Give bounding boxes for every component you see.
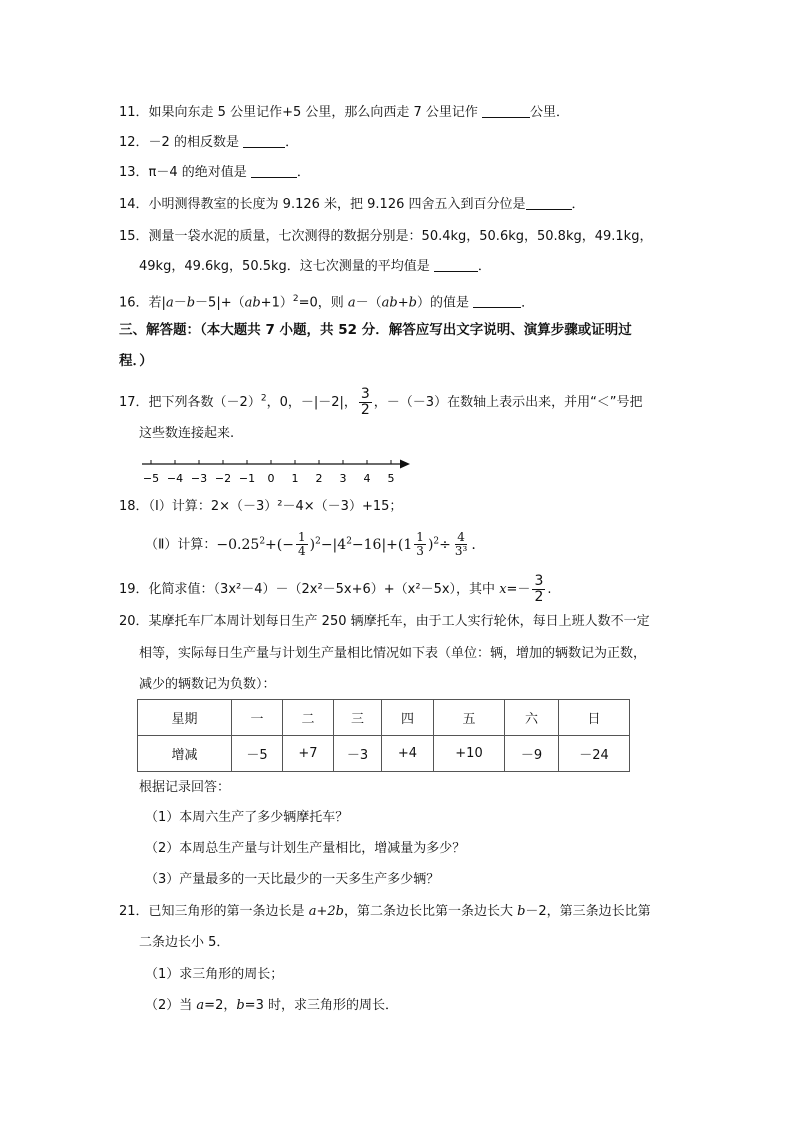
question-20-intro: 根据记录回答： bbox=[139, 780, 231, 795]
table-header-cell: 六 bbox=[505, 700, 559, 736]
number-line-tick-label: −2 bbox=[214, 472, 232, 485]
fraction-1-3: $\frac{1}{3}$ bbox=[416, 530, 424, 559]
question-20-line3: 减少的辆数记为负数）： bbox=[139, 677, 276, 692]
question-21-sub2: （2）当 a=2，b=3 时，求三角形的周长． bbox=[145, 998, 398, 1013]
question-18-part2: （Ⅱ）计算：$-0.25^2+(-$ $\frac{1}{4}$ )$^2-|4^2-16|+(1$ $\frac{1}{3}$ )$^2$÷ $\frac{4}{\text{3³}}$ . bbox=[145, 530, 476, 559]
table-header-cell: 五 bbox=[434, 700, 505, 736]
number-line-tick-label: 0 bbox=[267, 472, 275, 485]
section-3-heading-cont: 程．） bbox=[119, 353, 153, 369]
answer-blank bbox=[434, 257, 478, 272]
number-line-tick-label: −3 bbox=[190, 472, 208, 485]
production-table bbox=[137, 699, 630, 772]
number-line-tick-label: 5 bbox=[387, 472, 395, 485]
number-line-arrow bbox=[400, 460, 410, 469]
question-17-line2: 这些数连接起来. bbox=[139, 426, 235, 441]
question-13: 13．π－4 的绝对值是 ． bbox=[119, 165, 310, 180]
q13-text: 13．π－4 的绝对值是 bbox=[119, 165, 251, 180]
answer-blank bbox=[482, 103, 530, 118]
table-header-cell: 日 bbox=[559, 700, 630, 736]
number-line-tick-label: 3 bbox=[339, 472, 347, 485]
number-line bbox=[140, 455, 415, 487]
table-header-cell: 四 bbox=[382, 700, 434, 736]
question-11 bbox=[119, 103, 569, 123]
table-cell: －3 bbox=[334, 736, 382, 772]
q11-text-end: 公里． bbox=[530, 105, 570, 120]
q11-text: 11．如果向东走 5 公里记作+5 公里，那么向西走 7 公里记作 bbox=[119, 105, 483, 120]
question-15-line2: 49kg，49.6kg，50.5kg．这七次测量的平均值是 ． bbox=[139, 259, 491, 274]
table-header-cell: 一 bbox=[232, 700, 283, 736]
fraction-1-4: $\frac{1}{4}$ bbox=[297, 530, 306, 559]
table-cell: －9 bbox=[505, 736, 559, 772]
table-cell: +4 bbox=[382, 736, 434, 772]
table-header-cell: 二 bbox=[283, 700, 334, 736]
number-line-tick-label: −1 bbox=[238, 472, 256, 485]
table-row bbox=[138, 736, 630, 772]
table-row bbox=[138, 700, 630, 736]
question-21-line2: 二条边长小 5． bbox=[139, 935, 230, 950]
number-line-tick-label: 4 bbox=[363, 472, 371, 485]
question-15-line1: 15．测量一袋水泥的质量，七次测得的数据分别是：50.4kg，50.6kg，50.8kg，49.1kg， bbox=[119, 229, 653, 244]
question-20-sub1: （1）本周六生产了多少辆摩托车？ bbox=[145, 810, 349, 825]
question-21-sub1: （1）求三角形的周长； bbox=[145, 967, 284, 982]
number-line-tick-label: −5 bbox=[142, 472, 160, 485]
q14-text: 14．小明测得教室的长度为 9.126 米，把 9.126 四舍五入到百分位是 bbox=[119, 197, 526, 212]
table-cell: －5 bbox=[232, 736, 283, 772]
fraction-4-27: $\frac{4}{\text{3³}}$ bbox=[454, 530, 468, 559]
question-20-sub3: （3）产量最多的一天比最少的一天多生产多少辆？ bbox=[145, 872, 440, 887]
table-cell: －24 bbox=[559, 736, 630, 772]
question-16: 16．若$|a-b-5|+(ab+1)^2=0$，则 a－（ab+b）的值是 ． bbox=[119, 294, 535, 311]
question-18-part1: 18．（Ⅰ）计算：2×（－3）²－4×（－3）+15； bbox=[119, 499, 403, 514]
question-14: 14．小明测得教室的长度为 9.126 米，把 9.126 四舍五入到百分位是 ． bbox=[119, 197, 585, 212]
answer-blank bbox=[251, 163, 297, 178]
number-line-tick-label: 2 bbox=[315, 472, 323, 485]
answer-blank bbox=[473, 293, 521, 308]
number-line-tick-label: −4 bbox=[166, 472, 184, 485]
question-19: 19．化简求值：（3x²－4）－（2x²－5x+6）+（x²－5x），其中 x=－ $\frac{3}{2}$ . bbox=[119, 573, 552, 605]
fraction-3-2: $\frac{3}{2}$ bbox=[360, 386, 370, 418]
question-20-line1: 20．某摩托车厂本周计划每日生产 250 辆摩托车，由于工人实行轮休，每日上班人数不一定 bbox=[119, 614, 650, 629]
table-cell: 增减 bbox=[138, 736, 232, 772]
answer-blank bbox=[243, 133, 285, 148]
number-line-tick-label: 1 bbox=[291, 472, 299, 485]
question-20-line2: 相等，实际每日生产量与计划生产量相比情况如下表（单位：辆，增加的辆数记为正数， bbox=[139, 646, 647, 661]
section-3-heading: 三、解答题：（本大题共 7 小题，共 52 分．解答应写出文字说明、演算步骤或证明过 bbox=[119, 322, 632, 338]
answer-blank bbox=[526, 195, 572, 210]
q18-expression: $-0.25^2+(-$ $\frac{1}{4}$ )$^2-|4^2-16|+(1$ $\frac{1}{3}$ )$^2$÷ $\frac{4}{\text{3³}}$ . bbox=[216, 530, 476, 559]
table-header-cell: 星期 bbox=[138, 700, 232, 736]
table-header-cell: 三 bbox=[334, 700, 382, 736]
table-cell: +7 bbox=[283, 736, 334, 772]
q12-text: 12．－2 的相反数是 bbox=[119, 135, 244, 150]
fraction-3-2: $\frac{3}{2}$ bbox=[534, 573, 544, 605]
question-21-line1: 21．已知三角形的第一条边长是 a+2b，第二条边长比第一条边长大 b－2，第三条边长比第 bbox=[119, 904, 651, 919]
table-cell: +10 bbox=[434, 736, 505, 772]
question-17: 17．把下列各数$(-2)^2$，0，－|－2|， $\frac{3}{2}$ ，－（－3）在数轴上表示出来，并用“＜”号把 bbox=[119, 386, 643, 418]
question-12: 12．－2 的相反数是 ． bbox=[119, 135, 299, 150]
question-20-sub2: （2）本周总生产量与计划生产量相比，增减量为多少？ bbox=[145, 841, 466, 856]
